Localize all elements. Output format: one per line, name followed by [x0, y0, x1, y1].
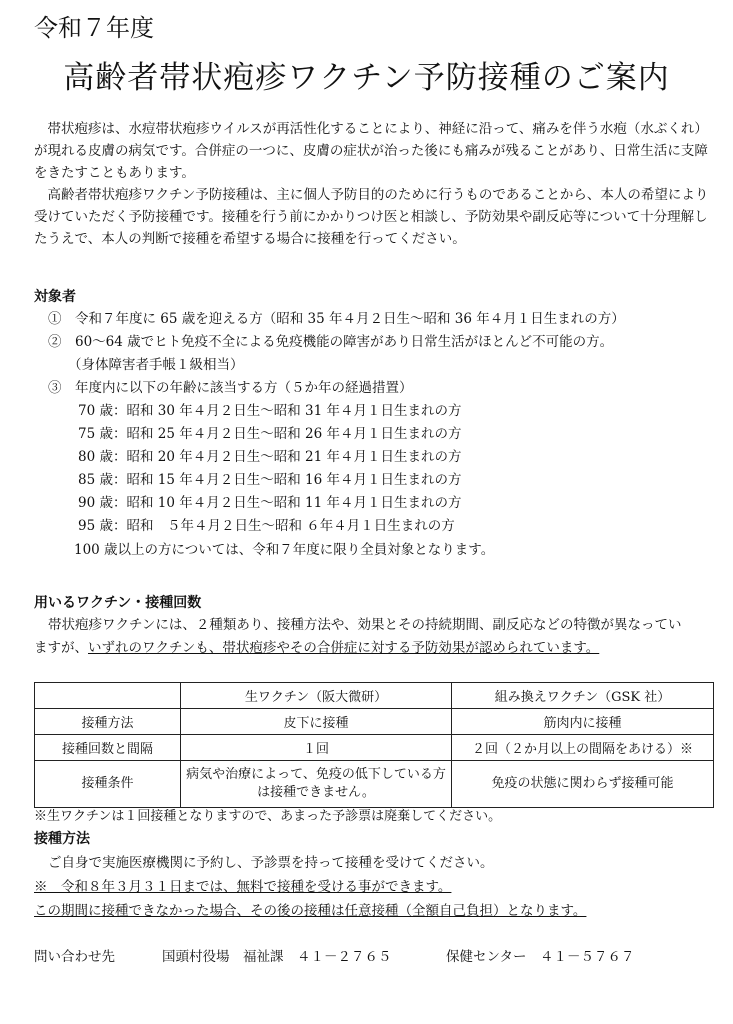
intro-paragraph-2: 高齢者帯状疱疹ワクチン予防接種は、主に個人予防目的のために行うものであることから、本人の希望により受けていただく予防接種です。接種を行う前にかかりつけ医と相談し、予防効果や副反応等について十分理解したうえで、本人の判断で接種を希望する場合に接種を行ってください。 — [34, 187, 709, 247]
vaccine-line-2 — [34, 637, 599, 659]
contact-label: 問い合わせ先 — [34, 949, 115, 965]
table-footnote: ※生ワクチンは１回接種となりますので、あまった予診票は廃棄してください。 — [34, 809, 502, 824]
age-row-80: 80 歳：昭和 20 年４月２日生～昭和 21 年４月１日生まれの方 — [78, 449, 462, 465]
vaccine-heading: 用いるワクチン・接種回数 — [34, 595, 202, 611]
age-row-90: 90 歳：昭和 10 年４月２日生～昭和 11 年４月１日生まれの方 — [78, 495, 462, 511]
intro-paragraph-1: 帯状疱疹は、水痘帯状疱疹ウイルスが再活性化することにより、神経に沿って、痛みを伴う水疱（水ぶくれ）が現れる皮膚の病気です。合併症の一つに、皮膚の症状が治った後にも痛みが残ることがあり、日常生活に支障をきたすこともあります。 — [34, 121, 708, 181]
contact-office: 国頭村役場 福祉課 ４１－２７６５ — [162, 949, 392, 965]
age-100-note: 100 歳以上の方については、令和７年度に限り全員対象となります。 — [74, 542, 495, 558]
method-line-1: ご自身で実施医療機関に予約し、予診票を持って接種を受けてください。 — [48, 855, 494, 871]
table-cell: 病気や治療によって、免疫の低下している方は接種できません。 — [181, 761, 452, 808]
target-item-2: ② 60～64 歳でヒト免疫不全による免疫機能の障害があり日常生活がほとんど不可能の方。 — [48, 334, 614, 350]
table-cell: 接種条件 — [35, 761, 181, 808]
page-title: 高齢者帯状疱疹ワクチン予防接種のご案内 — [63, 60, 670, 96]
table-cell: 接種回数と間隔 — [35, 735, 181, 761]
age-row-95: 95 歳：昭和 ５年４月２日生～昭和 ６年４月１日生まれの方 — [78, 518, 455, 534]
table-row — [35, 709, 714, 735]
table-cell: 筋肉内に接種 — [452, 709, 714, 735]
table-row — [35, 761, 714, 808]
age-row-75: 75 歳：昭和 25 年４月２日生～昭和 26 年４月１日生まれの方 — [78, 426, 462, 442]
table-header-row — [35, 683, 714, 709]
vaccine-comparison-table — [34, 682, 714, 808]
table-cell: 接種方法 — [35, 709, 181, 735]
table-cell: １回 — [181, 735, 452, 761]
table-cell: 免疫の状態に関わらず接種可能 — [452, 761, 714, 808]
target-item-2-note: （身体障害者手帳１級相当） — [68, 357, 244, 373]
vaccine-effect-underlined: いずれのワクチンも、帯状疱疹やその合併症に対する予防効果が認められています。 — [88, 640, 600, 656]
table-header-cell: 組み換えワクチン（GSK 社） — [452, 683, 714, 709]
vaccine-line-2-plain: ますが、 — [34, 640, 88, 656]
method-free-period: ※ 令和８年３月３１日までは、無料で接種を受ける事ができます。 — [34, 879, 452, 895]
method-optional-note: この期間に接種できなかった場合、その後の接種は任意接種（全額自己負担）となります。 — [34, 903, 587, 919]
target-item-1: ① 令和７年度に 65 歳を迎える方（昭和 35 年４月２日生～昭和 36 年４月１日生まれの方） — [48, 311, 625, 327]
table-header-cell: 生ワクチン（阪大微研） — [181, 683, 452, 709]
method-heading: 接種方法 — [34, 831, 90, 847]
table-cell: ２回（２か月以上の間隔をあける）※ — [452, 735, 714, 761]
age-row-70: 70 歳：昭和 30 年４月２日生～昭和 31 年４月１日生まれの方 — [78, 403, 462, 419]
age-row-85: 85 歳：昭和 15 年４月２日生～昭和 16 年４月１日生まれの方 — [78, 472, 462, 488]
table-header-cell — [35, 683, 181, 709]
target-heading: 対象者 — [34, 289, 76, 305]
fiscal-year: 令和７年度 — [34, 14, 154, 42]
vaccine-line-1: 帯状疱疹ワクチンには、２種類あり、接種方法や、効果とその持続期間、副反応などの特徴が異なってい — [48, 617, 682, 633]
target-item-3: ③ 年度内に以下の年齢に該当する方（５か年の経過措置） — [48, 380, 413, 396]
table-row — [35, 735, 714, 761]
table-cell: 皮下に接種 — [181, 709, 452, 735]
contact-health-center: 保健センター ４１－５７６７ — [446, 949, 635, 965]
